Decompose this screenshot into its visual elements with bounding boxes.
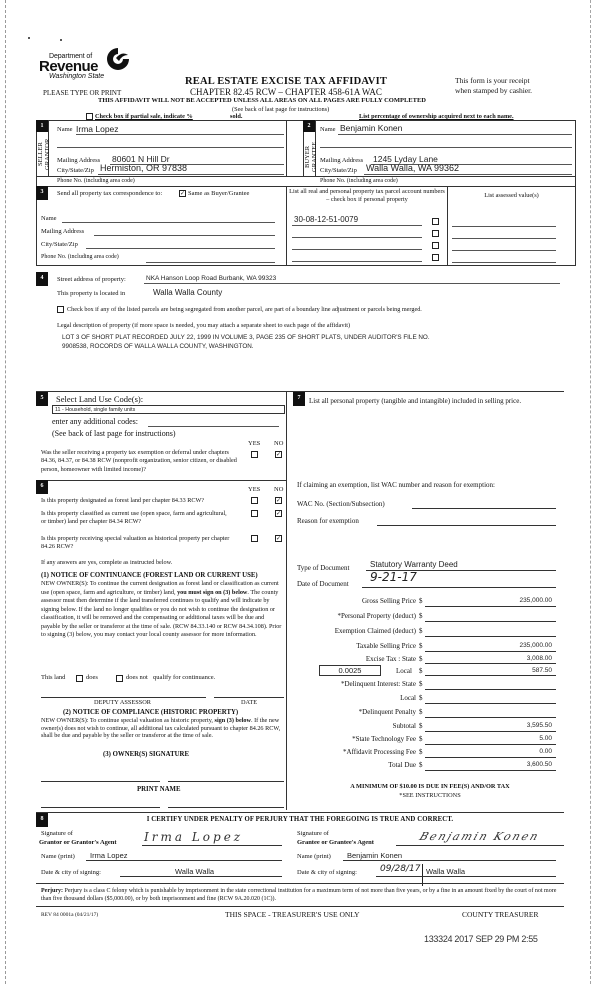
underline [376,876,556,877]
grantee-sig-label-1: Signature of [297,830,329,837]
gross-selling-price-value[interactable]: 235,000.00 [519,597,552,604]
divider [36,812,564,813]
underline [338,134,572,135]
exemption-yes-checkbox[interactable] [251,451,258,458]
underline [292,225,422,226]
notice-compliance-title: (2) NOTICE OF COMPLIANCE (HISTORIC PROPERTY) [63,709,239,716]
notice-continuance-text: NEW OWNER(S): To continue the current designation as forest land or classification as current use (open space, farm and agriculture, or timber) land, you must sign on (3) below. The county assessor must then determine if the land transferred continues to qualify and will indicate by signing below. If the land no longer qualifies or you do not wish to continue the designation or classification, it will be removed and the compensating or additional taxes will be due and payable by the seller or transferor at the time of sale. (RCW 84.33.140 or RCW 84.34.108). Prior to signing (3) below, you may contact your local county assessor for more information. [41,580,282,638]
treasurer-use-label: THIS SPACE - TREASURER'S USE ONLY [225,910,360,919]
dor-logo [39,47,129,81]
yes-header: YES [248,440,261,447]
segregated-label: Check box if any of the listed parcels are being segregated from another parcel, are part of a boundary line adjustment or parcels being merged. [67,306,422,313]
underline [142,845,282,846]
fee-label: Subtotal [392,722,416,730]
see-back-note: (See back of last page for instructions) [232,106,330,113]
underline [396,845,564,846]
receipt-note-1: This form is your receipt [455,76,530,85]
county-treasurer-label: COUNTY TREASURER [462,910,539,919]
seller-mailing-label: Mailing Address [57,157,101,164]
buyer-mailing-label: Mailing Address [320,157,364,164]
completion-warning: THIS AFFIDAVIT WILL NOT BE ACCEPTED UNLESS ALL AREAS ON ALL PAGES ARE FULLY COMPLETED [98,97,426,104]
if-yes-note: If any answers are yes, complete as instructed below. [41,559,173,566]
divider [36,906,564,907]
notice-compliance-text: NEW OWNER(S): To continue special valuation as historic property, sign (3) below. If the new owner(s) does not wish to continue, all additional tax calculated pursuant to chapter 84.26 RCW, shall be due and payable by the seller or transferor at the time of sale. [41,717,281,740]
seller-name-field[interactable]: Irma Lopez [76,124,119,134]
personal-property-label: List all personal property (tangible and intangible) included in selling price. [309,397,522,405]
underline [364,174,572,175]
certify-statement: I CERTIFY UNDER PENALTY OF PERJURY THAT THE FOREGOING IS TRUE AND CORRECT. [146,816,454,823]
subtotal-value[interactable]: 3,595.50 [526,722,552,729]
correspondence-phone-field[interactable] [146,262,275,263]
grantee-date-field[interactable]: 09/28/17 [380,864,421,874]
assessor-date-line[interactable] [214,697,284,698]
dollar-sign: $ [419,680,423,688]
deputy-assessor-label: DEPUTY ASSESSOR [94,699,151,706]
additional-codes-label: enter any additional codes: [52,417,138,426]
underline [320,147,572,148]
notice-continuance-title: (1) NOTICE OF CONTINUANCE (FOREST LAND OR CURRENT USE) [41,572,258,579]
owner-signature-line-1[interactable] [41,781,160,782]
fee-label: Local [396,667,412,675]
grantor-signature[interactable]: Irma Lopez [144,830,244,844]
street-address-label: Street address of property: [57,276,126,283]
grantor-date-city-label: Date & city of signing: [41,869,101,876]
underline [362,587,556,588]
historical-question: Is this property receiving special valuation as historical property per chapter 84.26 RCW? [41,535,230,551]
parcel-header: List all real and personal property tax parcel account numbers – check box if personal property [289,188,445,203]
personal-property-checkbox-2[interactable] [432,230,439,237]
receipt-note-2: when stamped by cashier. [455,86,533,95]
fee-line [425,717,556,718]
grantee-signature[interactable]: Benjamin Konen [417,830,542,843]
exemption-claim-label: If claiming an exemption, list WAC number and reason for exemption: [297,481,495,489]
correspondence-mailing-label: Mailing Address [41,228,85,235]
page-edge-right [590,0,591,984]
print-name-line-1[interactable] [41,807,160,808]
seller-city-label: City/State/Zip [57,167,94,174]
dollar-sign: $ [419,694,423,702]
perjury-notice: Perjury: Perjury is a class C felony which is punishable by imprisonment in the state correctional institution for a maximum term of not more than five years, or by a fine in an amount fixed by the court of not more than five thousand dollars ($5,000.00), or by both imprisonment and fine (RCW 9A.20.020 (1C)). [41,888,557,902]
assessed-value-4[interactable] [452,262,556,263]
dollar-sign: $ [419,667,423,675]
buyer-name-field[interactable]: Benjamin Konen [340,123,403,133]
fee-label: *Delinquent Penalty [358,708,416,716]
personal-property-checkbox-3[interactable] [432,242,439,249]
grantor-name-field[interactable]: Irma Lopez [90,851,128,860]
underline [76,134,284,135]
ownership-note: List percentage of ownership acquired next to each name. [359,113,514,120]
owner-signature-line-2[interactable] [168,781,284,782]
grantor-sig-label-2: Grantor or Grantor's Agent [39,839,117,846]
dollar-sign: $ [419,655,423,663]
section-5-badge: 5 [36,392,48,406]
partial-sale-sold: sold. [230,113,243,120]
wac-field[interactable] [412,508,556,509]
treasurer-receipt-stamp: 133324 2017 SEP 29 PM 2:55 [424,934,538,944]
underline [57,147,284,148]
section-7-badge: 7 [293,392,305,406]
grantor-sig-label-1: Signature of [41,830,73,837]
seller-grantor-label: SELLER GRANTOR [37,138,51,170]
fee-line [425,651,556,652]
fee-line [425,675,556,676]
correspondence-name-field[interactable] [62,222,275,223]
form-title: REAL ESTATE EXCISE TAX AFFIDAVIT [185,76,388,87]
logo-dept-text: Department of [49,53,93,60]
parcel-number-4[interactable] [292,261,422,262]
dollar-sign: $ [419,597,423,605]
personal-property-checkbox-1[interactable] [432,218,439,225]
underline [144,283,560,284]
fee-label: *Affidavit Processing Fee [343,748,416,756]
fee-label: *Delinquent Interest: State [340,680,416,688]
fee-line [425,731,556,732]
buyer-city-label: City/State/Zip [320,167,357,174]
correspondence-name-label: Name [41,215,57,222]
land-use-selected-value: 11 - Household, single family units [55,407,136,413]
seller-name-label: Name [57,126,73,133]
grantee-sig-label-2: Grantee or Grantee's Agent [297,839,374,846]
doc-date-field[interactable]: 9-21-17 [370,570,417,584]
fee-line [425,636,556,637]
doc-date-label: Date of Document [297,580,349,588]
fee-line [425,621,556,622]
yes-header: YES [248,486,261,493]
same-as-buyer-checkbox[interactable]: ✓ [180,190,186,197]
current-use-question: Is this property classified as current use (open space, farm and agricultural, or timber) land per chapter 84.34 RCW? [41,510,227,526]
see-back-instructions: (See back of last page for instructions) [52,429,176,438]
historical-no-checkbox[interactable]: ✓ [276,535,282,542]
section-2-badge: 2 [303,120,315,132]
buyer-phone-label: Phone No. (including area code) [320,178,398,184]
wac-label: WAC No. (Section/Subsection) [297,500,385,508]
underline [86,860,282,861]
street-address-field[interactable]: NKA Hanson Loop Road Burbank, WA 99323 [146,275,277,282]
dollar-sign: $ [419,708,423,716]
excise-tax-state-value[interactable]: 3,008.00 [526,655,552,662]
land-use-select[interactable] [52,405,285,414]
dollar-sign: $ [419,761,423,769]
land-does-checkbox[interactable] [76,675,83,682]
processing-fee-value[interactable]: 0.00 [539,748,552,755]
land-does-label: does [86,674,98,681]
divider [36,480,286,481]
local-rate-box[interactable]: 0.0025 [319,665,381,676]
dollar-sign: $ [419,735,423,743]
dollar-sign: $ [419,722,423,730]
current-use-yes-checkbox[interactable] [251,510,258,517]
land-does-not-label: does not [126,674,148,681]
county-field[interactable]: Walla Walla County [153,288,223,297]
dollar-sign: $ [419,748,423,756]
buyer-city-field[interactable]: Walla Walla, WA 99362 [366,163,460,173]
form-revision: REV 84 0001a (04/21/17) [41,912,99,918]
underline [98,174,284,175]
minimum-due-note: A MINIMUM OF $10.00 IS DUE IN FEE(S) AND/OR TAX [350,783,510,790]
divider [286,477,287,478]
divider [36,186,286,187]
fee-label: Taxable Selling Price [356,642,416,650]
correspondence-mailing-field[interactable] [94,235,275,236]
divider [447,186,448,266]
buyer-grantee-label: BUYER GRANTEE [304,141,318,173]
grantee-date-city-label: Date & city of signing: [297,869,357,876]
reason-label: Reason for exemption [297,517,359,525]
divider [36,883,564,884]
same-as-buyer-label: Same as Buyer/Grantee [188,190,250,197]
section-3-badge: 3 [36,186,48,200]
fee-line [425,703,556,704]
parcel-number-1[interactable]: 30-08-12-51-0079 [294,215,359,224]
fee-label: *Personal Property (deduct) [337,612,416,620]
please-type-label: PLEASE TYPE OR PRINT [43,89,122,97]
buyer-mailing-field[interactable]: 1245 Lyday Lane [373,154,438,164]
fee-label: *State Technology Fee [352,735,416,743]
divider [286,186,576,187]
historical-yes-checkbox[interactable] [251,535,258,542]
fee-line [425,606,556,607]
fee-line [425,689,556,690]
dollar-sign: $ [419,627,423,635]
assessed-value-1[interactable] [452,226,556,227]
fee-line [425,757,556,758]
section-4-badge: 4 [36,272,48,286]
section-8-badge: 8 [36,813,48,827]
dor-swirl-icon [106,47,130,71]
doc-type-field[interactable]: Statutory Warranty Deed [370,560,458,569]
no-header: NO [274,440,284,447]
fee-line [425,744,556,745]
land-use-label: Select Land Use Code(s): [56,394,144,404]
partial-sale-label: Check box if partial sale, indicate % [95,113,193,120]
correspondence-phone-label: Phone No. (including area code) [41,254,119,260]
fee-line [425,770,556,771]
dollar-sign: $ [419,612,423,620]
exemption-question: Was the seller receiving a property tax exemption or deferral under chapters 84.36, 84.37, or 84.38 RCW (nonprofit organization, senior citizen, or disabled person, homeowner with limited income)? [41,449,237,473]
forest-land-no-checkbox[interactable]: ✓ [276,497,282,504]
seller-city-field[interactable]: Hermiston, OR 97838 [100,163,188,173]
form-chapters: CHAPTER 82.45 RCW – CHAPTER 458-61A WAC [190,87,382,97]
section-1-badge: 1 [36,120,48,132]
seller-phone-label: Phone No. (including area code) [57,178,135,184]
taxable-selling-price-value[interactable]: 235,000.00 [519,642,552,649]
parcel-number-3[interactable] [292,249,422,250]
forest-land-question: Is this property designated as forest land per chapter 84.33 RCW? [41,497,205,504]
legal-description-label: Legal description of property (if more space is needed, you may attach a separate sheet to each page of the affidavit) [57,322,351,329]
partial-sale-checkbox[interactable] [86,113,93,120]
fee-label: Exemption Claimed (deduct) [334,627,416,635]
page-edge-left [5,0,6,984]
assessed-header: List assessed value(s) [484,192,539,199]
grantor-name-label: Name (print) [41,853,75,860]
forest-land-yes-checkbox[interactable] [251,497,258,504]
see-instructions-note: *SEE INSTRUCTIONS [399,792,461,799]
current-use-no-checkbox[interactable]: ✓ [276,510,282,517]
exemption-no-checkbox[interactable]: ✓ [276,451,282,458]
grantee-name-field[interactable]: Benjamin Konen [347,851,403,860]
personal-property-checkbox-4[interactable] [432,254,439,261]
divider [286,186,287,266]
technology-fee-value[interactable]: 5.00 [539,735,552,742]
excise-tax-local-value[interactable]: 587.50 [532,667,552,674]
underline [120,876,282,877]
fee-table [290,597,560,793]
fee-label: Local [400,694,416,702]
parcel-number-2[interactable] [292,237,422,238]
segregated-checkbox[interactable] [57,306,64,313]
legal-description-line1[interactable]: LOT 3 OF SHORT PLAT RECORDED JULY 22, 1999 IN VOLUME 3, PAGE 235 OF SHORT PLATS, UNDER AUDITOR'S FILE NO. [62,334,430,341]
grantee-city-field[interactable]: Walla Walla [426,867,466,876]
grantee-name-label: Name (print) [297,853,331,860]
deputy-assessor-signature-line[interactable] [41,697,206,698]
additional-codes-field[interactable] [148,426,279,427]
dollar-sign: $ [419,642,423,650]
correspondence-city-field[interactable] [86,248,275,249]
logo-revenue-text: Revenue [39,58,99,75]
divider [286,120,287,176]
correspondence-city-label: City/State/Zip [41,241,78,248]
no-header: NO [274,486,284,493]
total-due-value[interactable]: 3,600.50 [526,761,552,768]
qualify-label: qualify for continuance. [153,674,216,681]
divider [36,176,576,177]
date-label: DATE [241,699,258,706]
buyer-name-label: Name [320,126,336,133]
logo-state-text: Washington State [49,73,105,80]
correspondence-label: Send all property tax correspondence to: [57,190,163,197]
assessed-value-3[interactable] [452,250,556,251]
legal-description-line2[interactable]: 9908538, ROCORDS OF WALLA WALLA COUNTY, WASHINGTON. [62,343,254,350]
grantor-date-city-field[interactable]: Walla Walla [175,867,215,876]
print-name-line-2[interactable] [168,807,284,808]
assessed-value-2[interactable] [452,238,556,239]
seller-mailing-field[interactable]: 80601 N Hill Dr [112,154,170,164]
print-name-label: PRINT NAME [137,786,181,793]
fee-label: Gross Selling Price [361,597,416,605]
fee-label: Total Due [388,761,416,769]
section-6-badge: 6 [36,480,48,494]
reason-field[interactable] [377,525,556,526]
land-does-not-checkbox[interactable] [116,675,123,682]
speck [28,37,30,39]
located-in-label: This property is located in [57,290,126,297]
speck [60,39,62,41]
underline [343,860,556,861]
doc-type-label: Type of Document [297,564,350,572]
this-land-label: This land [41,674,66,681]
fee-line [425,663,556,664]
owner-signature-title: (3) OWNER(S) SIGNATURE [103,751,189,758]
fee-label: Excise Tax : State [365,655,416,663]
